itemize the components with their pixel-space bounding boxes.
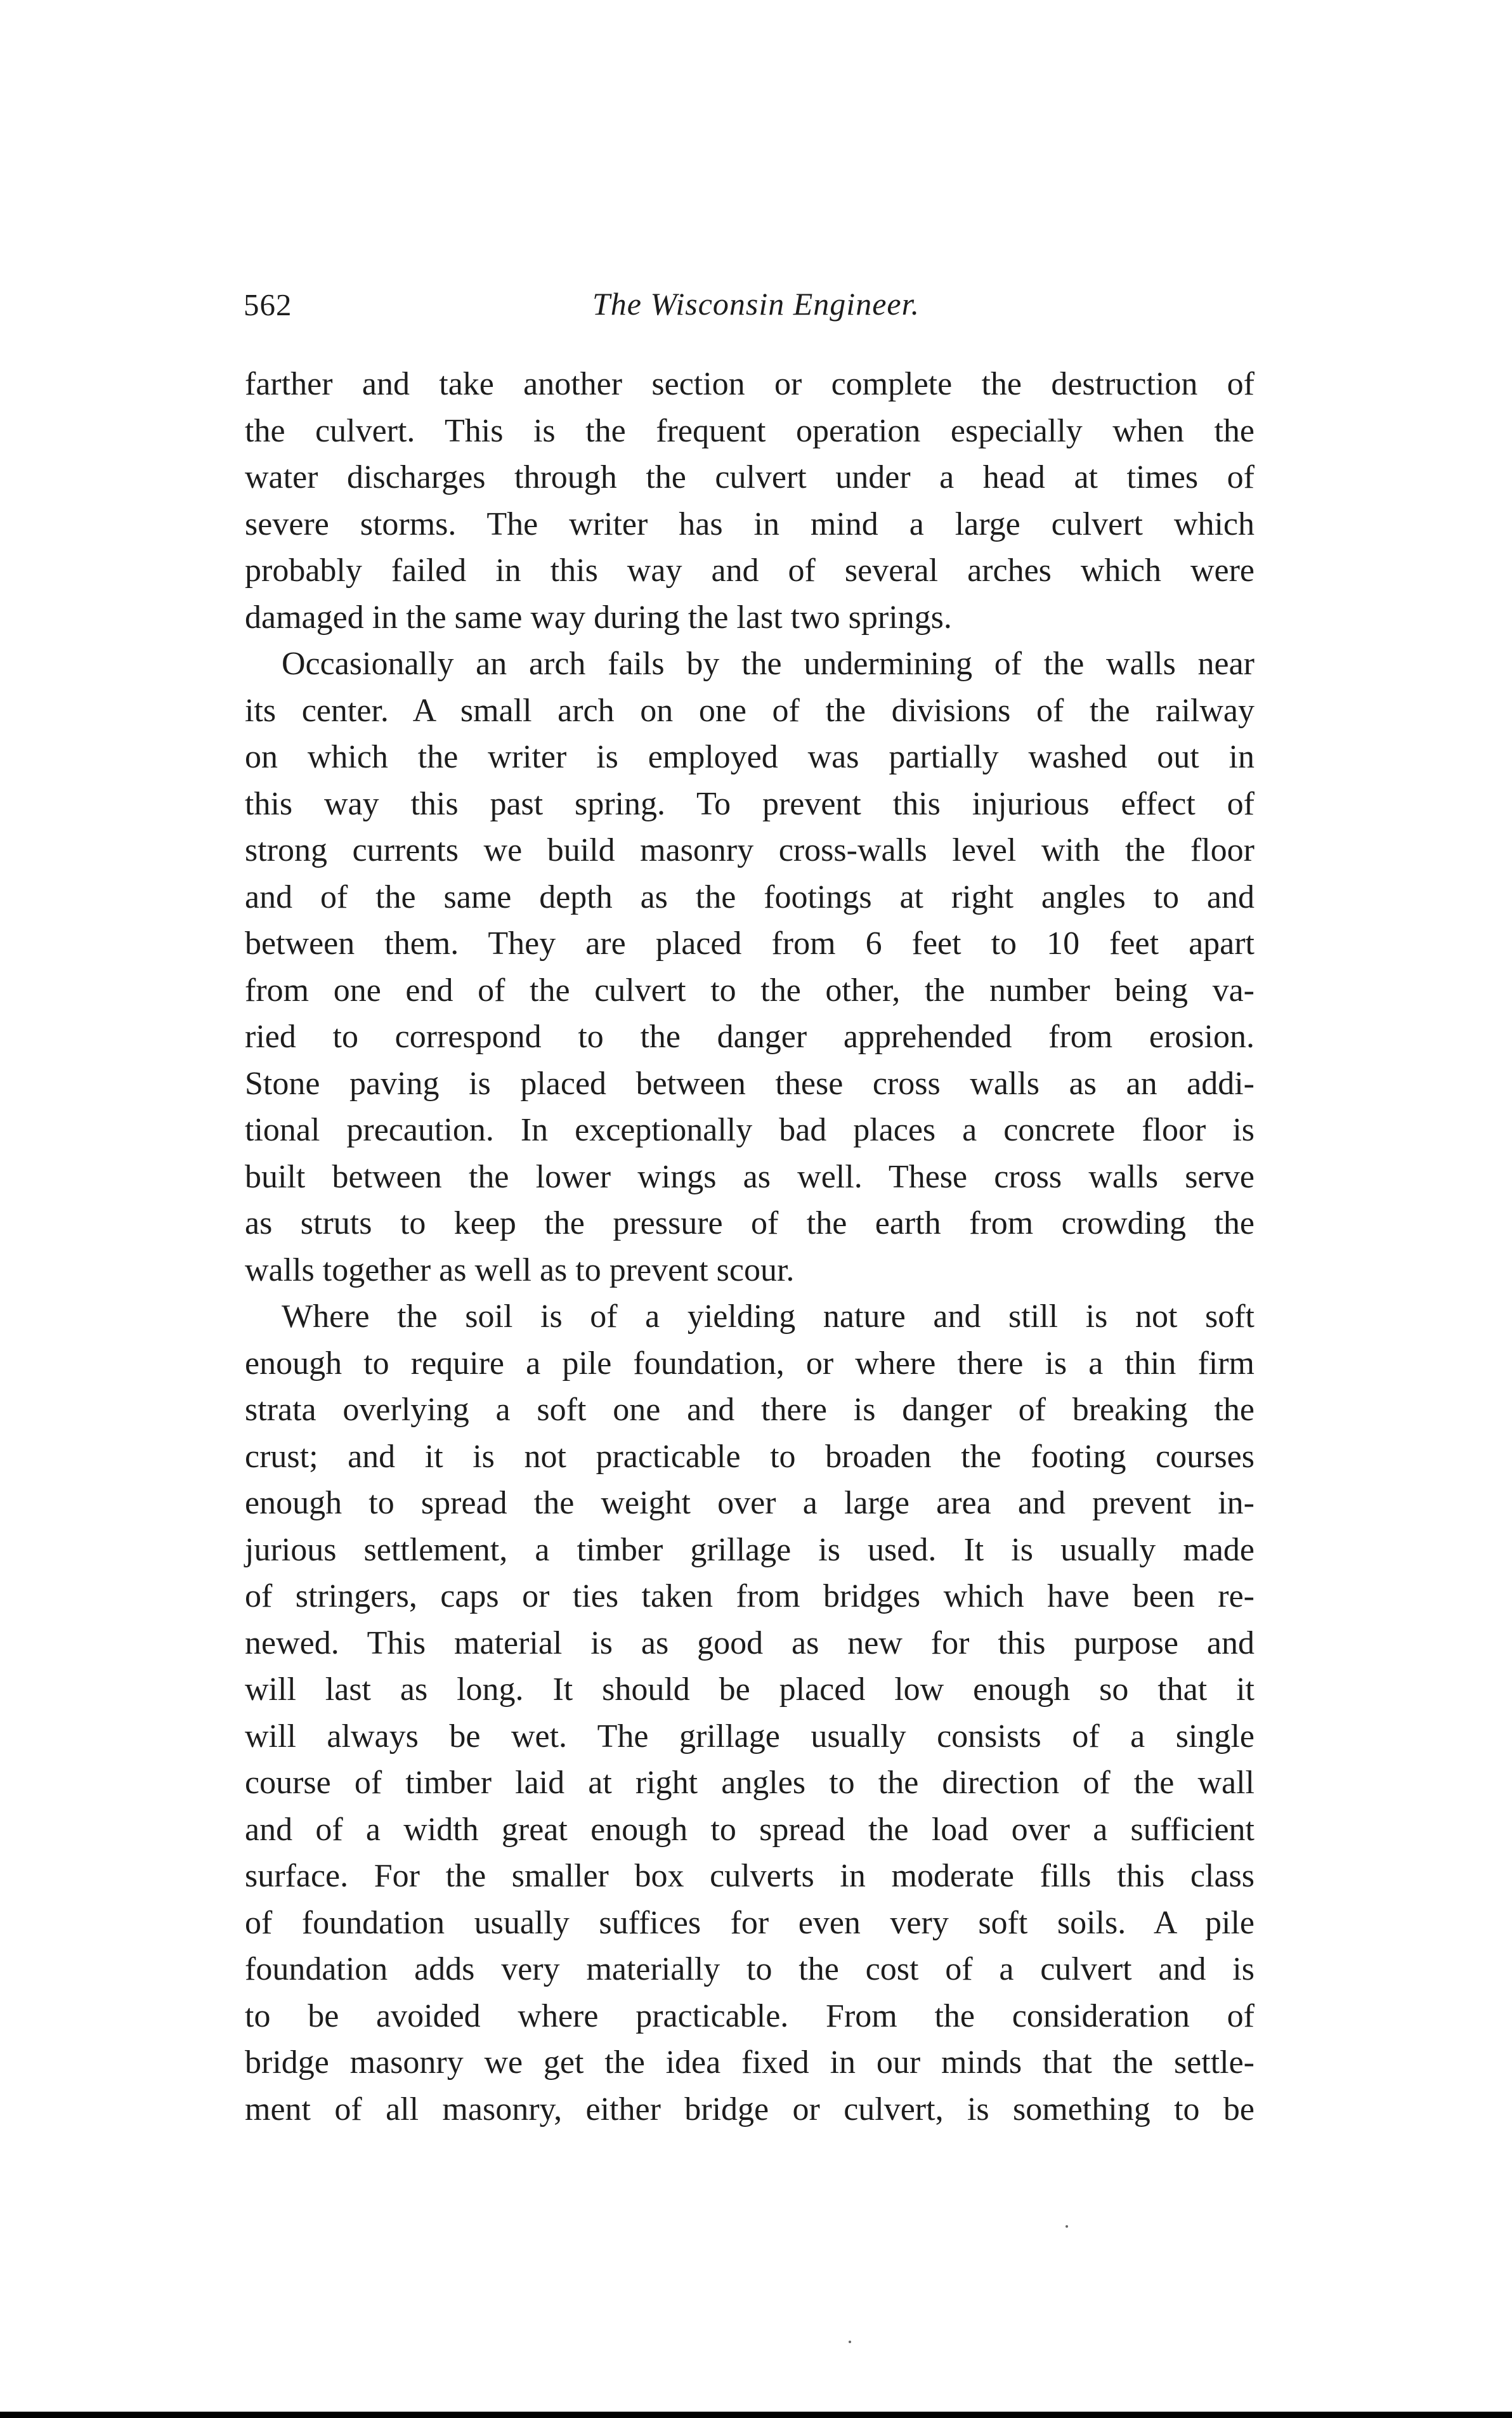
text-line: of stringers, caps or ties taken from bridges which have been re- bbox=[245, 1578, 1255, 1614]
text-line: probably failed in this way and of several arches which were bbox=[245, 552, 1255, 589]
text-line: will always be wet. The grillage usually consists of a single bbox=[245, 1718, 1255, 1755]
text-line: ment of all masonry, either bridge or culvert, is something to be bbox=[245, 2091, 1255, 2127]
text-line: as struts to keep the pressure of the earth from crowding the bbox=[245, 1205, 1255, 1241]
text-line: Stone paving is placed between these cross walls as an addi- bbox=[245, 1065, 1255, 1102]
text-line: of foundation usually suffices for even very soft soils. A pile bbox=[245, 1904, 1255, 1941]
text-line: enough to spread the weight over a large area and prevent in- bbox=[245, 1485, 1255, 1521]
running-title: The Wisconsin Engineer. bbox=[592, 286, 920, 322]
scan-bottom-border bbox=[0, 2412, 1512, 2418]
text-line: course of timber laid at right angles to the direction of the wall bbox=[245, 1765, 1255, 1801]
text-line: this way this past spring. To prevent this injurious effect of bbox=[245, 785, 1255, 822]
text-line: crust; and it is not practicable to broaden the footing courses bbox=[245, 1438, 1255, 1475]
body-text bbox=[245, 361, 1255, 2133]
text-line: strong currents we build masonry cross-walls level with the floor bbox=[245, 832, 1255, 868]
text-line: newed. This material is as good as new for this purpose and bbox=[245, 1624, 1255, 1661]
text-line: will last as long. It should be placed low enough so that it bbox=[245, 1671, 1255, 1708]
text-line: farther and take another section or complete the destruction of bbox=[245, 366, 1255, 402]
text-line: between them. They are placed from 6 feet to 10 feet apart bbox=[245, 925, 1255, 962]
scan-speck bbox=[1066, 2225, 1068, 2228]
text-line: foundation adds very materially to the cost of a culvert and is bbox=[245, 1951, 1255, 1987]
text-line: tional precaution. In exceptionally bad places a concrete floor is bbox=[245, 1112, 1255, 1148]
text-line: walls together as well as to prevent scour. bbox=[245, 1251, 795, 1288]
text-line: built between the lower wings as well. These cross walls serve bbox=[245, 1158, 1255, 1195]
scan-speck bbox=[849, 2341, 851, 2343]
text-line: the culvert. This is the frequent operation especially when the bbox=[245, 412, 1255, 449]
page-number: 562 bbox=[244, 287, 292, 322]
text-line: to be avoided where practicable. From the consideration of bbox=[245, 1997, 1255, 2034]
text-line: jurious settlement, a timber grillage is used. It is usually made bbox=[245, 1531, 1255, 1568]
text-line: from one end of the culvert to the other, the number being va- bbox=[245, 972, 1255, 1009]
text-line: and of a width great enough to spread the load over a sufficient bbox=[245, 1811, 1255, 1848]
text-line: its center. A small arch on one of the divisions of the railway bbox=[245, 692, 1255, 729]
text-line: damaged in the same way during the last two springs. bbox=[245, 599, 952, 636]
text-line: and of the same depth as the footings at right angles to and bbox=[245, 879, 1255, 915]
text-line: strata overlying a soft one and there is danger of breaking the bbox=[245, 1392, 1255, 1428]
text-line: surface. For the smaller box culverts in moderate fills this class bbox=[245, 1858, 1255, 1894]
text-line: water discharges through the culvert under a head at times of bbox=[245, 459, 1255, 495]
text-line: bridge masonry we get the idea fixed in our minds that the settle- bbox=[245, 2044, 1255, 2081]
text-line: severe storms. The writer has in mind a large culvert which bbox=[245, 506, 1255, 542]
text-line: Occasionally an arch fails by the undermining of the walls near bbox=[282, 646, 1255, 682]
text-line: enough to require a pile foundation, or where there is a thin firm bbox=[245, 1345, 1255, 1382]
text-line: Where the soil is of a yielding nature and still is not soft bbox=[282, 1298, 1255, 1335]
text-line: ried to correspond to the danger apprehended from erosion. bbox=[245, 1019, 1255, 1055]
text-line: on which the writer is employed was partially washed out in bbox=[245, 739, 1255, 775]
